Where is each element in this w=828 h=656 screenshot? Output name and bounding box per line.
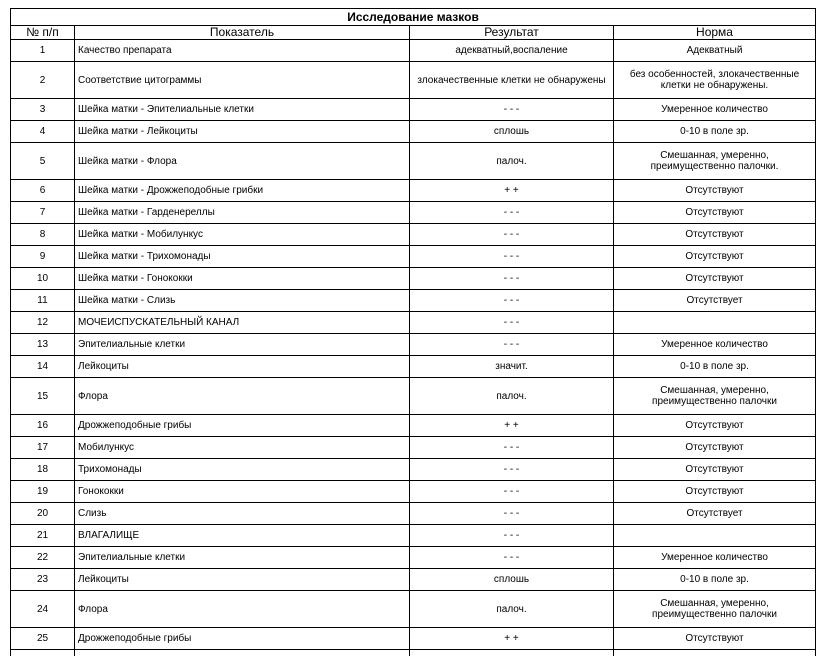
table-row [11,62,816,99]
row-indicator: Шейка матки - Гарденереллы [75,202,410,224]
table-row [11,459,816,481]
row-number: 16 [11,415,75,437]
row-number: 9 [11,246,75,268]
table-row [11,415,816,437]
empty-cell [614,650,816,656]
table-row [11,525,816,547]
table-row [11,503,816,525]
row-indicator: МОЧЕИСПУСКАТЕЛЬНЫЙ КАНАЛ [75,312,410,334]
row-result: - - - [410,503,614,525]
row-norm: Отсутствует [614,290,816,312]
row-number: 13 [11,334,75,356]
row-norm: Отсутствуют [614,246,816,268]
row-indicator: Флора [75,378,410,415]
header-norm: Норма [614,26,816,40]
row-result: сплошь [410,121,614,143]
row-number: 5 [11,143,75,180]
table-row [11,547,816,569]
row-norm: Отсутствуют [614,268,816,290]
row-norm: Отсутствуют [614,202,816,224]
row-number: 18 [11,459,75,481]
row-norm: Отсутствуют [614,180,816,202]
table-row [11,224,816,246]
row-norm: Смешанная, умеренно, преимущественно палочки. [614,143,816,180]
row-indicator: Шейка матки - Мобилункус [75,224,410,246]
row-result: - - - [410,437,614,459]
table-row [11,334,816,356]
row-norm [614,525,816,547]
table-title: Исследование мазков [11,9,816,26]
row-number: 7 [11,202,75,224]
row-norm: Смешанная, умеренно, преимущественно палочки [614,591,816,628]
row-indicator: Шейка матки - Лейкоциты [75,121,410,143]
table-row [11,437,816,459]
row-result: сплошь [410,569,614,591]
table-row [11,268,816,290]
row-result: - - - [410,312,614,334]
row-number: 21 [11,525,75,547]
row-result: злокачественные клетки не обнаружены [410,62,614,99]
row-number: 2 [11,62,75,99]
row-number: 25 [11,628,75,650]
table-row [11,356,816,378]
row-indicator: Гонококки [75,481,410,503]
row-number: 1 [11,40,75,62]
row-indicator: Шейка матки - Гонококки [75,268,410,290]
row-norm: Отсутствуют [614,415,816,437]
row-norm: Отсутствуют [614,224,816,246]
header-indicator: Показатель [75,26,410,40]
table-row [11,246,816,268]
row-result: - - - [410,334,614,356]
table-row [11,143,816,180]
row-norm: Отсутствует [614,503,816,525]
row-result: - - - [410,459,614,481]
table-row-partial [11,650,816,656]
table-row [11,202,816,224]
row-result: адекватный,воспаление [410,40,614,62]
row-number: 22 [11,547,75,569]
row-indicator: Лейкоциты [75,569,410,591]
empty-cell [75,650,410,656]
row-norm: Умеренное количество [614,99,816,121]
row-indicator: Флора [75,591,410,628]
row-norm [614,312,816,334]
row-indicator: Мобилункус [75,437,410,459]
row-norm: 0-10 в поле зр. [614,569,816,591]
row-result: - - - [410,99,614,121]
row-indicator: Лейкоциты [75,356,410,378]
row-number: 15 [11,378,75,415]
row-result: - - - [410,224,614,246]
row-result: - - - [410,547,614,569]
row-result: палоч. [410,591,614,628]
row-indicator: Дрожжеподобные грибы [75,415,410,437]
table-row [11,290,816,312]
row-norm: Смешанная, умеренно, преимущественно палочки [614,378,816,415]
row-norm: Отсутствуют [614,437,816,459]
row-indicator: Эпителиальные клетки [75,334,410,356]
table-body [11,40,816,656]
row-result: - - - [410,246,614,268]
table-row [11,180,816,202]
table-row [11,40,816,62]
table-row [11,628,816,650]
empty-cell [11,650,75,656]
row-indicator: Шейка матки - Флора [75,143,410,180]
row-number: 4 [11,121,75,143]
row-number: 19 [11,481,75,503]
row-number: 3 [11,99,75,121]
table-row [11,312,816,334]
row-number: 17 [11,437,75,459]
row-result: палоч. [410,143,614,180]
row-norm: Отсутствуют [614,481,816,503]
row-number: 11 [11,290,75,312]
row-result: - - - [410,268,614,290]
row-indicator: Шейка матки - Трихомонады [75,246,410,268]
row-number: 10 [11,268,75,290]
row-number: 20 [11,503,75,525]
row-norm: 0-10 в поле зр. [614,356,816,378]
row-indicator: Шейка матки - Дрожжеподобные грибки [75,180,410,202]
row-indicator: Дрожжеподобные грибы [75,628,410,650]
report-sheet [10,8,815,656]
table-row [11,121,816,143]
row-number: 8 [11,224,75,246]
row-norm: без особенностей, злокачественные клетки не обнаружены. [614,62,816,99]
row-indicator: ВЛАГАЛИЩЕ [75,525,410,547]
row-norm: Адекватный [614,40,816,62]
table-row [11,591,816,628]
row-number: 12 [11,312,75,334]
row-result: + + [410,628,614,650]
header-result: Результат [410,26,614,40]
row-indicator: Слизь [75,503,410,525]
row-result: значит. [410,356,614,378]
table-row [11,481,816,503]
row-indicator: Эпителиальные клетки [75,547,410,569]
row-number: 23 [11,569,75,591]
row-indicator: Качество препарата [75,40,410,62]
row-result: палоч. [410,378,614,415]
row-indicator: Соответствие цитограммы [75,62,410,99]
table-row [11,569,816,591]
row-number: 24 [11,591,75,628]
row-result: - - - [410,481,614,503]
row-number: 14 [11,356,75,378]
row-result: - - - [410,290,614,312]
row-norm: Умеренное количество [614,547,816,569]
row-norm: Отсутствуют [614,459,816,481]
row-norm: Умеренное количество [614,334,816,356]
row-indicator: Шейка матки - Эпителиальные клетки [75,99,410,121]
header-num: № п/п [11,26,75,40]
row-indicator: Трихомонады [75,459,410,481]
row-norm: 0-10 в поле зр. [614,121,816,143]
row-number: 6 [11,180,75,202]
empty-cell [410,650,614,656]
table-row [11,99,816,121]
row-result: - - - [410,202,614,224]
row-norm: Отсутствуют [614,628,816,650]
row-result: + + [410,180,614,202]
row-indicator: Шейка матки - Слизь [75,290,410,312]
smear-results-table [10,8,816,656]
row-result: + + [410,415,614,437]
row-result: - - - [410,525,614,547]
table-row [11,378,816,415]
